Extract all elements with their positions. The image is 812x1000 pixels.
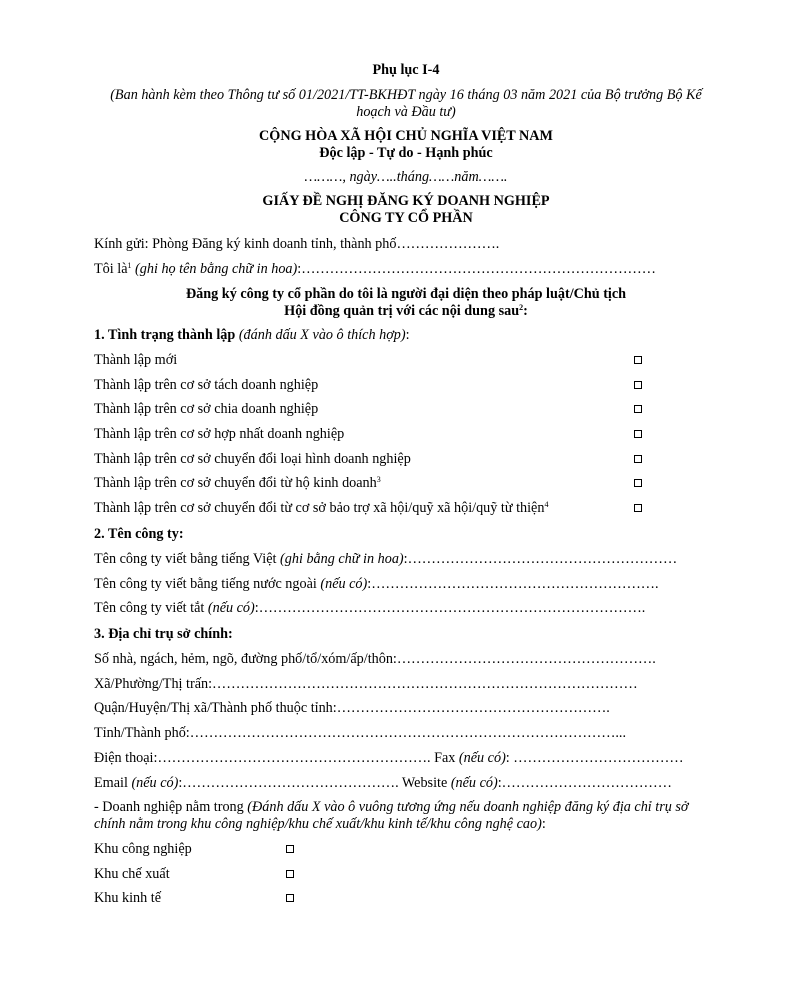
option-label: Thành lập trên cơ sở hợp nhất doanh nghiệp	[94, 426, 345, 442]
district-field[interactable]: Quận/Huyện/Thị xã/Thành phố thuộc tỉnh:………………………………………………….	[94, 700, 610, 716]
declarant-prefix: Tôi là	[94, 261, 128, 277]
phone-field[interactable]	[94, 750, 434, 766]
status-checkbox[interactable]	[634, 356, 642, 364]
status-checkbox[interactable]	[634, 405, 642, 413]
statement-text: Hội đồng quản trị với các nội dung sau	[284, 303, 520, 319]
statement-colon: :	[523, 303, 528, 319]
national-motto: Độc lập - Tự do - Hạnh phúc	[319, 145, 493, 161]
field-label: Tên công ty viết bằng tiếng Việt	[94, 551, 277, 567]
field-dots: :……………………………………………………………………….	[254, 600, 646, 616]
field-label: Email	[94, 775, 128, 791]
option-label: Thành lập trên cơ sở tách doanh nghiệp	[94, 377, 319, 393]
status-option	[94, 400, 318, 418]
zone-option-label: Khu công nghiệp	[94, 841, 192, 857]
field-label: Tên công ty viết bằng tiếng nước ngoài	[94, 576, 317, 592]
field-label: Tên công ty viết tắt	[94, 600, 205, 616]
zone-colon: :	[541, 816, 546, 832]
status-option	[94, 499, 548, 517]
zone-hint: chính nằm trong khu công nghiệp/khu chế xuất/khu kinh tế/khu công nghệ cao)	[94, 816, 542, 832]
field-hint: (nếu có)	[447, 775, 498, 791]
field-dots: :……………………………………….	[178, 775, 402, 791]
national-title: CỘNG HÒA XÃ HỘI CHỦ NGHĨA VIỆT NAM	[259, 128, 553, 144]
field-label: Website	[401, 775, 448, 791]
status-checkbox[interactable]	[634, 479, 642, 487]
section-2-heading: 2. Tên công ty:	[94, 526, 184, 542]
section-1-heading	[94, 326, 410, 344]
zone-checkbox[interactable]	[286, 845, 294, 853]
status-option	[94, 376, 318, 394]
declarant-dots: :…………………………………………………………………	[297, 261, 656, 277]
zone-intro-line-1	[94, 798, 689, 816]
status-option	[94, 474, 381, 492]
field-hint: (nếu có)	[204, 600, 255, 616]
issued-note-line-2: hoạch và Đầu tư)	[356, 104, 456, 120]
section-3-heading: 3. Địa chỉ trụ sở chính:	[94, 626, 233, 642]
field-dots: :………………………………	[497, 775, 672, 791]
phone-fax-line	[94, 749, 684, 767]
issued-note-line-1: (Ban hành kèm theo Thông tư số 01/2021/TT-BKHĐT ngày 16 tháng 03 năm 2021 của Bộ trưởng Bộ Kế	[110, 87, 702, 103]
status-checkbox[interactable]	[634, 430, 642, 438]
status-checkbox[interactable]	[634, 455, 642, 463]
option-label: Thành lập trên cơ sở chuyển đổi từ cơ sở bảo trợ xã hội/quỹ xã hội/quỹ từ thiện	[94, 500, 545, 516]
field-dots: :…………………………………………………	[403, 551, 678, 567]
field-label: Fax	[434, 750, 456, 766]
option-label: Thành lập trên cơ sở chia doanh nghiệp	[94, 401, 319, 417]
recipient-line: Kính gửi: Phòng Đăng ký kinh doanh tỉnh, thành phố………………….	[94, 236, 500, 252]
footnote-mark: 4	[544, 500, 549, 509]
email-website-line	[94, 774, 672, 792]
registration-statement-line-1: Đăng ký công ty cổ phần do tôi là người đại diện theo pháp luật/Chủ tịch	[185, 286, 627, 302]
document-title-line-2: CÔNG TY CỔ PHẦN	[339, 210, 473, 226]
section-colon: :	[405, 327, 410, 343]
date-line: ………, ngày…..tháng……năm…….	[304, 169, 508, 185]
fax-field[interactable]	[434, 750, 683, 766]
section-hint: (đánh dấu X vào ô thích hợp)	[235, 327, 406, 343]
appendix-title: Phụ lục I-4	[372, 62, 440, 78]
field-dots: : ………………………………	[505, 750, 684, 766]
footnote-mark: 2	[519, 303, 524, 312]
footnote-mark: 1	[127, 261, 132, 270]
option-label: Thành lập mới	[94, 352, 178, 368]
option-label: Thành lập trên cơ sở chuyển đổi loại hình doanh nghiệp	[94, 451, 411, 467]
status-checkbox[interactable]	[634, 381, 642, 389]
zone-checkbox[interactable]	[286, 894, 294, 902]
field-hint: (nếu có)	[455, 750, 506, 766]
status-option	[94, 450, 411, 468]
field-dots: ………………………………………………….	[157, 750, 435, 766]
declarant-line	[94, 260, 656, 278]
registration-statement-line-2	[0, 302, 812, 320]
zone-checkbox[interactable]	[286, 870, 294, 878]
field-label: Điện thoại:	[94, 750, 158, 766]
zone-intro-line-2	[94, 815, 546, 833]
footnote-mark: 3	[376, 475, 381, 484]
zone-hint: (Đánh dấu X vào ô vuông tương ứng nếu doanh nghiệp đăng ký địa chỉ trụ sở	[247, 799, 689, 815]
zone-option-label: Khu kinh tế	[94, 890, 161, 906]
status-option	[94, 351, 177, 369]
street-address-field[interactable]: Số nhà, ngách, hẻm, ngõ, đường phố/tổ/xóm/ấp/thôn:……………………………………………….	[94, 651, 656, 667]
document-title-line-1: GIẤY ĐỀ NGHỊ ĐĂNG KÝ DOANH NGHIỆP	[262, 193, 550, 209]
field-hint: (ghi bằng chữ in hoa)	[276, 551, 404, 567]
zone-intro: - Doanh nghiệp nằm trong	[94, 799, 248, 815]
company-name-vn-field[interactable]	[94, 550, 677, 568]
province-field[interactable]: Tỉnh/Thành phố:………………………………………………………………………………...	[94, 725, 627, 741]
field-hint: (nếu có)	[316, 576, 368, 592]
option-label: Thành lập trên cơ sở chuyển đổi từ hộ kinh doanh	[94, 475, 377, 491]
status-option	[94, 425, 344, 443]
section-heading: 1. Tình trạng thành lập	[94, 327, 236, 343]
company-name-foreign-field[interactable]	[94, 575, 659, 593]
zone-option-label: Khu chế xuất	[94, 866, 170, 882]
company-name-short-field[interactable]	[94, 599, 645, 617]
email-field[interactable]	[94, 775, 402, 791]
website-field[interactable]	[402, 775, 672, 791]
declarant-hint: (ghi họ tên bằng chữ in hoa)	[131, 261, 298, 277]
ward-field[interactable]: Xã/Phường/Thị trấn:………………………………………………………………………………	[94, 676, 638, 692]
field-hint: (nếu có)	[127, 775, 179, 791]
field-dots: :…………………………………………………….	[367, 576, 659, 592]
status-checkbox[interactable]	[634, 504, 642, 512]
